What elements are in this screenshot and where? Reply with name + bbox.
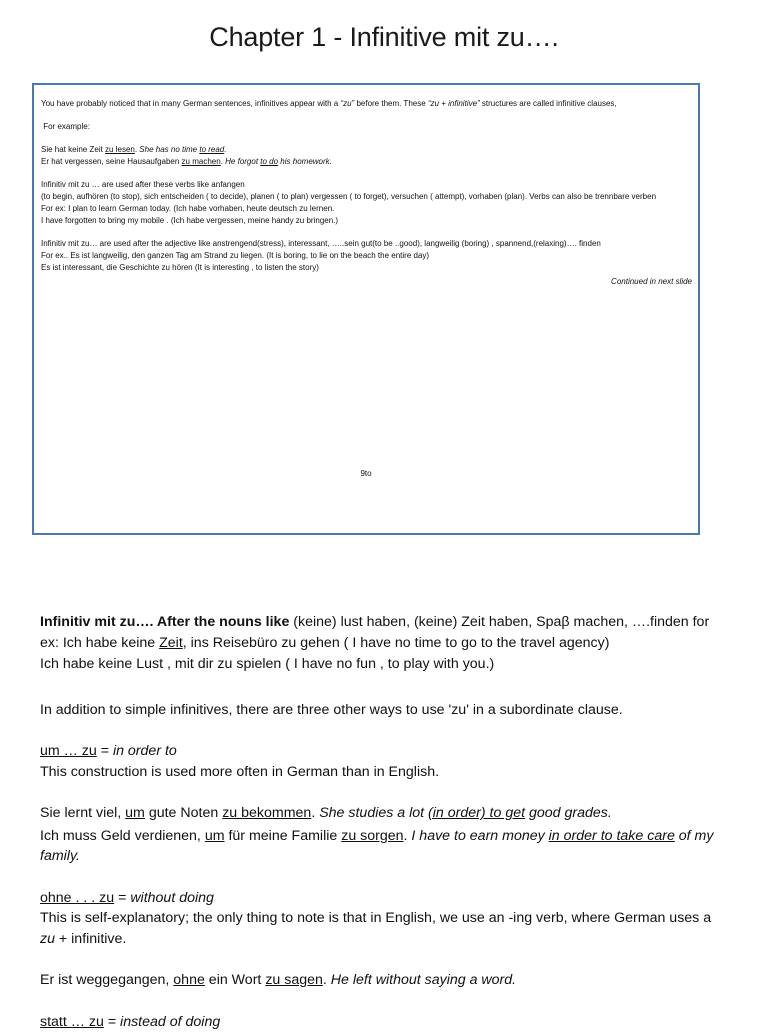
slide-box [32,83,700,535]
um-zu-description: This construction is used more often in German than in English. [40,762,730,783]
verbs-heading: Infinitiv mit zu … are used after these verbs like anfangen [41,179,692,191]
main-text [40,612,730,1032]
verbs-example-2: I have forgotten to bring my mobile . (Ich habe vergessen, meine handy zu bringen.) [41,215,692,227]
um-zu-example-2: Ich muss Geld verdienen, um für meine Familie zu sorgen. I have to earn money in order to take care of my family. [40,826,730,867]
nouns-example-2: Ich habe keine Lust , mit dir zu spielen ( I have no fun , to play with you.) [40,654,730,675]
intro-paragraph: You have probably noticed that in many German sentences, infinitives appear with a “zu” before them. These “zu + infinitive” structures are called infinitive clauses, [41,98,692,110]
ohne-zu-description: This is self-explanatory; the only thing to note is that in English, we use an -ing verb, where German uses a zu + infinitive. [40,908,730,949]
statt-zu-heading: statt … zu = instead of doing [40,1012,730,1032]
um-zu-heading: um … zu = in order to [40,741,730,762]
for-example-label: For example: [41,121,692,133]
ohne-zu-example: Er ist weggegangen, ohne ein Wort zu sagen. He left without saying a word. [40,970,730,991]
verbs-list: (to begin, aufhören (to stop), sich entscheiden ( to decide), planen ( to plan) vergessen ( to forget), versuchen ( attempt), vorhaben (plan). Verbs can also be trennbare verben [41,191,692,203]
um-zu-example-1: Sie lernt viel, um gute Noten zu bekommen. She studies a lot (in order) to get good grades. [40,803,730,824]
adjective-heading: Infinitiv mit zu… are used after the adjective like anstrengend(stress), interessant, …..sein gut(to be ..good), langweilig (boring) , spannend,(relaxing)…. finden [41,238,692,250]
continued-note: Continued in next slide [41,276,692,288]
example-sentence-2: Er hat vergessen, seine Hausaufgaben zu machen. He forgot to do his homework. [41,156,692,168]
adjective-example-1: For ex.. Es ist langweilig, den ganzen Tag am Strand zu liegen. (It is boring, to lie on the beach the entire day) [41,250,692,262]
example-sentence-1: Sie hat keine Zeit zu lesen. She has no time to read. [41,144,692,156]
nouns-paragraph: Infinitiv mit zu…. After the nouns like (keine) lust haben, (keine) Zeit haben, Spaβ machen, ….finden for ex: Ich habe keine Zeit, ins Reisebüro zu gehen ( I have no time to go to the travel agency) [40,612,730,653]
verbs-example-1: For ex: I plan to learn German today. (Ich habe vorhaben, heute deutsch zu lernen. [41,203,692,215]
page-title: Chapter 1 - Infinitive mit zu…. [0,22,768,53]
adjective-example-2: Es ist interessant, die Geschichte zu hören (It is interesting , to listen the story) [41,262,692,274]
addition-paragraph: In addition to simple infinitives, there are three other ways to use 'zu' in a subordinate clause. [40,700,730,721]
ohne-zu-heading: ohne . . . zu = without doing [40,888,730,909]
slide-page-number: 9to [34,468,698,480]
